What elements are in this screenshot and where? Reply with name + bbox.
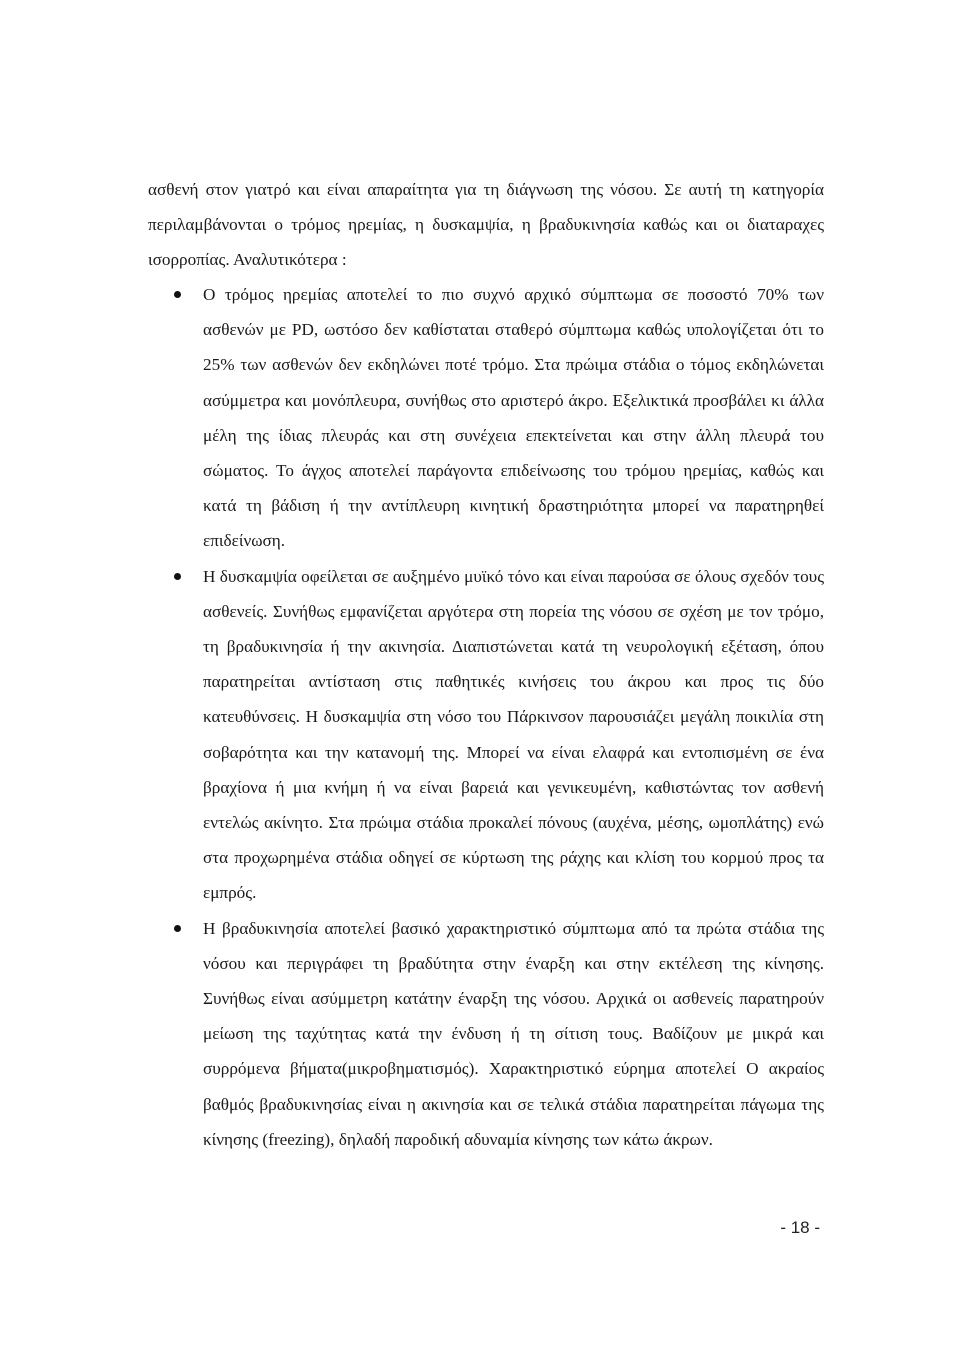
symptom-list	[148, 277, 824, 1157]
list-item-tremor	[148, 277, 824, 559]
bullet-icon	[174, 925, 181, 932]
bullet-icon	[174, 291, 181, 298]
list-item-text: Ο τρόμος ηρεμίας αποτελεί το πιο συχνό αρχικό σύμπτωμα σε ποσοστό 70% των ασθενών με PD, ωστόσο δεν καθίσταται σταθερό σύμπτωμα καθώς υπολογίζεται ότι το 25% των ασθενών δεν εκδηλώνει ποτέ τρόμο. Στα πρώιμα στάδια ο τόμος εκδηλώνεται ασύμμετρα και μονόπλευρα, συνήθως στο αριστερό άκρο. Εξελικτικά προσβάλει κι άλλα μέλη της ίδιας πλευράς και στη συνέχεια επεκτείνεται και στην άλλη πλευρά του σώματος. Το άγχος αποτελεί παράγοντα επιδείνωσης του τρόμου ηρεμίας, καθώς και κατά τη βάδιση ή την αντίπλευρη κινητική δραστηριότητα μπορεί να παρατηρηθεί επιδείνωση.	[203, 285, 824, 551]
list-item-text: Η βραδυκινησία αποτελεί βασικό χαρακτηριστικό σύμπτωμα από τα πρώτα στάδια της νόσου και περιγράφει τη βραδύτητα στην έναρξη και στην εκτέλεση της κίνησης. Συνήθως είναι ασύμμετρη κατάτην έναρξη της νόσου. Αρχικά οι ασθενείς παρατηρούν μείωση της ταχύτητας κατά την ένδυση ή τη σίτιση τους. Βαδίζουν με μικρά και συρρόμενα βήματα(μικροβηματισμός). Χαρακτηριστικό εύρημα αποτελεί Ο ακραίος βαθμός βραδυκινησίας είναι η ακινησία και σε τελικά στάδια παρατηρείται πάγωμα της κίνησης (freezing), δηλαδή παροδική αδυναμία κίνησης των κάτω άκρων.	[203, 918, 824, 1149]
list-item-text: Η δυσκαμψία οφείλεται σε αυξημένο μυϊκό τόνο και είναι παρούσα σε όλους σχεδόν τους ασθενείς. Συνήθως εμφανίζεται αργότερα στη πορεία της νόσου σε σχέση με τον τρόμο, τη βραδυκινησία ή την ακινησία. Διαπιστώνεται κατά τη νευρολογική εξέταση, όπου παρατηρείται αντίσταση στις παθητικές κινήσεις του άκρου και προς τις δύο κατευθύνσεις. Η δυσκαμψία στη νόσο του Πάρκινσον παρουσιάζει μεγάλη ποικιλία στη σοβαρότητα και την κατανομή της. Μπορεί να είναι ελαφρά και εντοπισμένη σε ένα βραχίονα ή μια κνήμη ή να είναι βαρειά και γενικευμένη, καθιστώντας τον ασθενή εντελώς ακίνητο. Στα πρώιμα στάδια προκαλεί πόνους (αυχένα, μέσης, ωμοπλάτης) ενώ στα προχωρημένα στάδια οδηγεί σε κύρτωση της ράχης και κλίση του κορμού προς τα εμπρός.	[203, 566, 824, 903]
intro-paragraph: ασθενή στον γιατρό και είναι απαραίτητα για τη διάγνωση της νόσου. Σε αυτή τη κατηγορία περιλαμβάνονται ο τρόμος ηρεμίας, η δυσκαμψία, η βραδυκινησία καθώς και οι διαταραχες ισορροπίας. Αναλυτικότερα :	[148, 180, 824, 270]
page-number: - 18 -	[780, 1218, 820, 1237]
list-item-rigidity	[148, 559, 824, 911]
bullet-icon	[174, 573, 181, 580]
list-item-bradykinesia	[148, 911, 824, 1157]
